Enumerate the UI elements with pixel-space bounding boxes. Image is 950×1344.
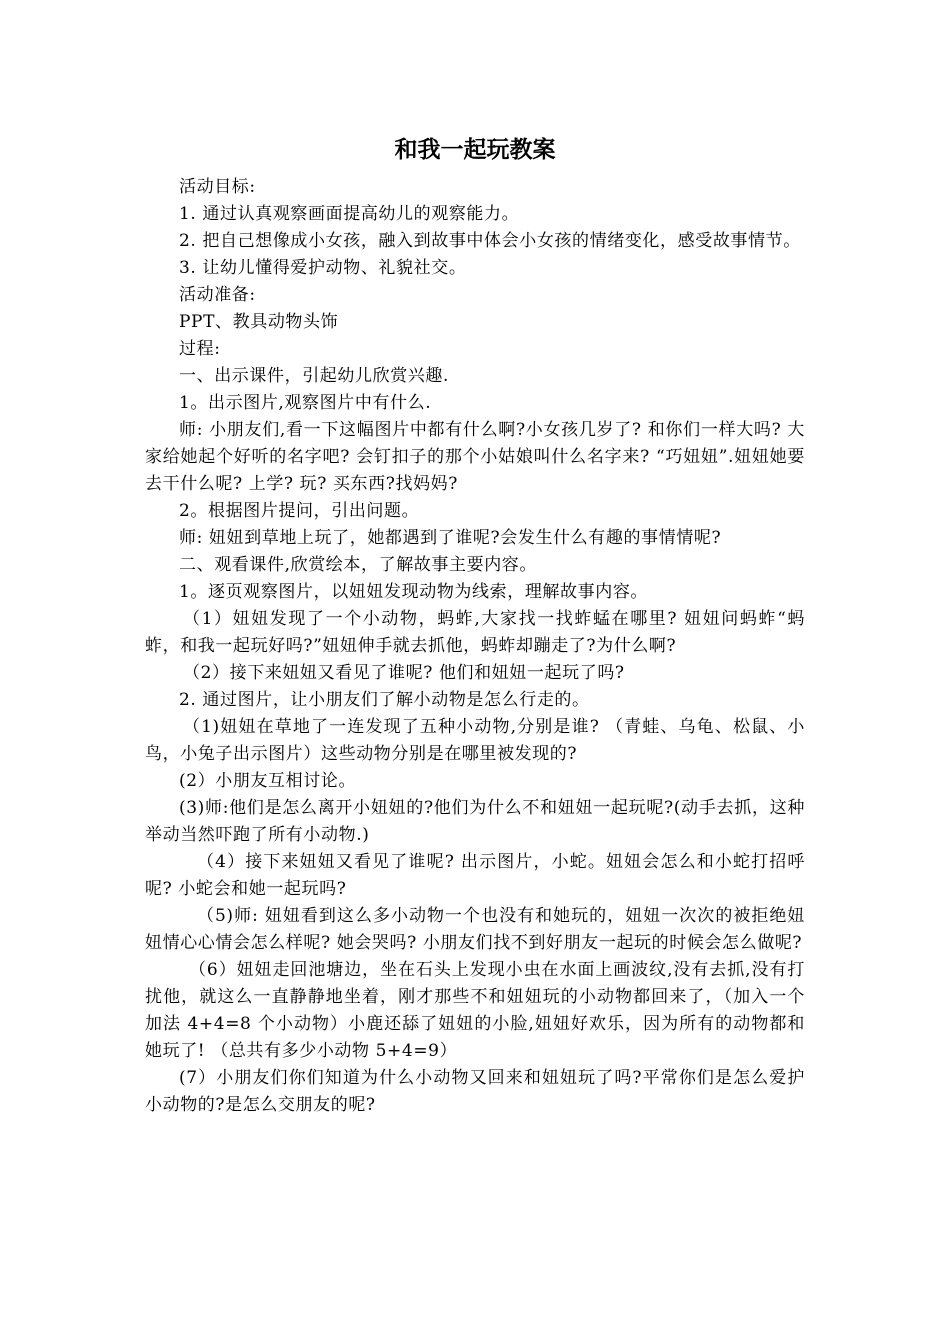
paragraph-objective-1: 1. 通过认真观察画面提高幼儿的观察能力。	[179, 204, 520, 224]
paragraph-sub-2-5: （5)师: 妞妞看到这么多小动物一个也没有和她玩的，妞妞一次次的被拒绝妞妞情心心情会怎么样呢? 她会哭吗? 小朋友们找不到好朋友一起玩的时候会怎么做呢?	[145, 906, 805, 953]
paragraph-section-2: 二、观看课件,欣赏绘本，了解故事主要内容。	[179, 555, 538, 575]
paragraph-objective-2: 2. 把自己想像成小女孩，融入到故事中体会小女孩的情绪变化，感受故事情节。	[179, 231, 801, 251]
paragraph-preparation-items: PPT、教具动物头饰	[179, 312, 339, 332]
paragraph-objectives-heading: 活动目标:	[179, 177, 256, 197]
paragraph-preparation-heading: 活动准备:	[179, 285, 256, 305]
paragraph-sub-2: （2）接下来妞妞又看见了谁呢? 他们和妞妞一起玩了吗?	[183, 663, 625, 683]
document-page	[145, 130, 805, 1119]
paragraph-section-1: 一、出示课件，引起幼儿欣赏兴趣.	[179, 366, 450, 386]
document-title: 和我一起玩教案	[394, 137, 556, 163]
paragraph-sub-1: （1）妞妞发现了一个小动物，蚂蚱,大家找一找蚱蜢在哪里? 妞妞问蚂蚱“蚂蚱，和我一起玩好吗?”妞妞伸手就去抓他，蚂蚱却蹦走了?为什么啊?	[145, 609, 805, 656]
paragraph-process-heading: 过程:	[179, 339, 221, 359]
paragraph-step-1-2: 2。根据图片提问，引出问题。	[179, 501, 420, 521]
paragraph-teacher-2: 师: 妞妞到草地上玩了，她都遇到了谁呢?会发生什么有趣的事情情呢?	[179, 528, 722, 548]
paragraph-sub-2-3: (3)师:他们是怎么离开小妞妞的?他们为什么不和妞妞一起玩呢?(动手去抓，这种举动当然吓跑了所有小动物.)	[145, 798, 805, 845]
paragraph-step-2-2: 2. 通过图片，让小朋友们了解小动物是怎么行走的。	[179, 690, 590, 710]
paragraph-sub-2-4: （4）接下来妞妞又看见了谁呢? 出示图片，小蛇。妞妞会怎么和小蛇打招呼呢? 小蛇会和她一起玩吗?	[145, 852, 805, 899]
paragraph-sub-2-1: （1)妞妞在草地了一连发现了五种小动物,分别是谁? （青蛙、乌龟、松鼠、小鸟，小兔子出示图片）这些动物分别是在哪里被发现的?	[145, 717, 805, 764]
paragraph-sub-2-2: (2）小朋友互相讨论。	[179, 771, 357, 791]
paragraph-step-1-1: 1。出示图片,观察图片中有什么.	[179, 393, 432, 413]
paragraph-step-2-1: 1。逐页观察图片，以妞妞发现动物为线索，理解故事内容。	[179, 582, 649, 602]
paragraph-teacher-1: 师: 小朋友们,看一下这幅图片中都有什么啊?小女孩几岁了? 和你们一样大吗? 大家给她起个好听的名字吧? 会钉扣子的那个小姑娘叫什么名字来? “巧妞妞”.妞妞她要去干什么呢? 上学? 玩? 买东西?找妈妈?	[145, 420, 805, 494]
paragraph-sub-2-7: (7）小朋友们你们知道为什么小动物又回来和妞妞玩了吗?平常你们是怎么爱护小动物的?是怎么交朋友的呢?	[145, 1068, 805, 1115]
paragraph-objective-3: 3. 让幼儿懂得爱护动物、礼貌社交。	[179, 258, 467, 278]
paragraph-sub-2-6: （6）妞妞走回池塘边，坐在石头上发现小虫在水面上画波纹,没有去抓,没有打扰他，就这么一直静静地坐着，刚才那些不和妞妞玩的小动物都回来了，（加入一个加法 4+4=8 个小动物）小鹿还舔了妞妞的小脸,妞妞好欢乐，因为所有的动物都和她玩了! （总共有多少小动物 5+4=9）	[145, 960, 805, 1061]
